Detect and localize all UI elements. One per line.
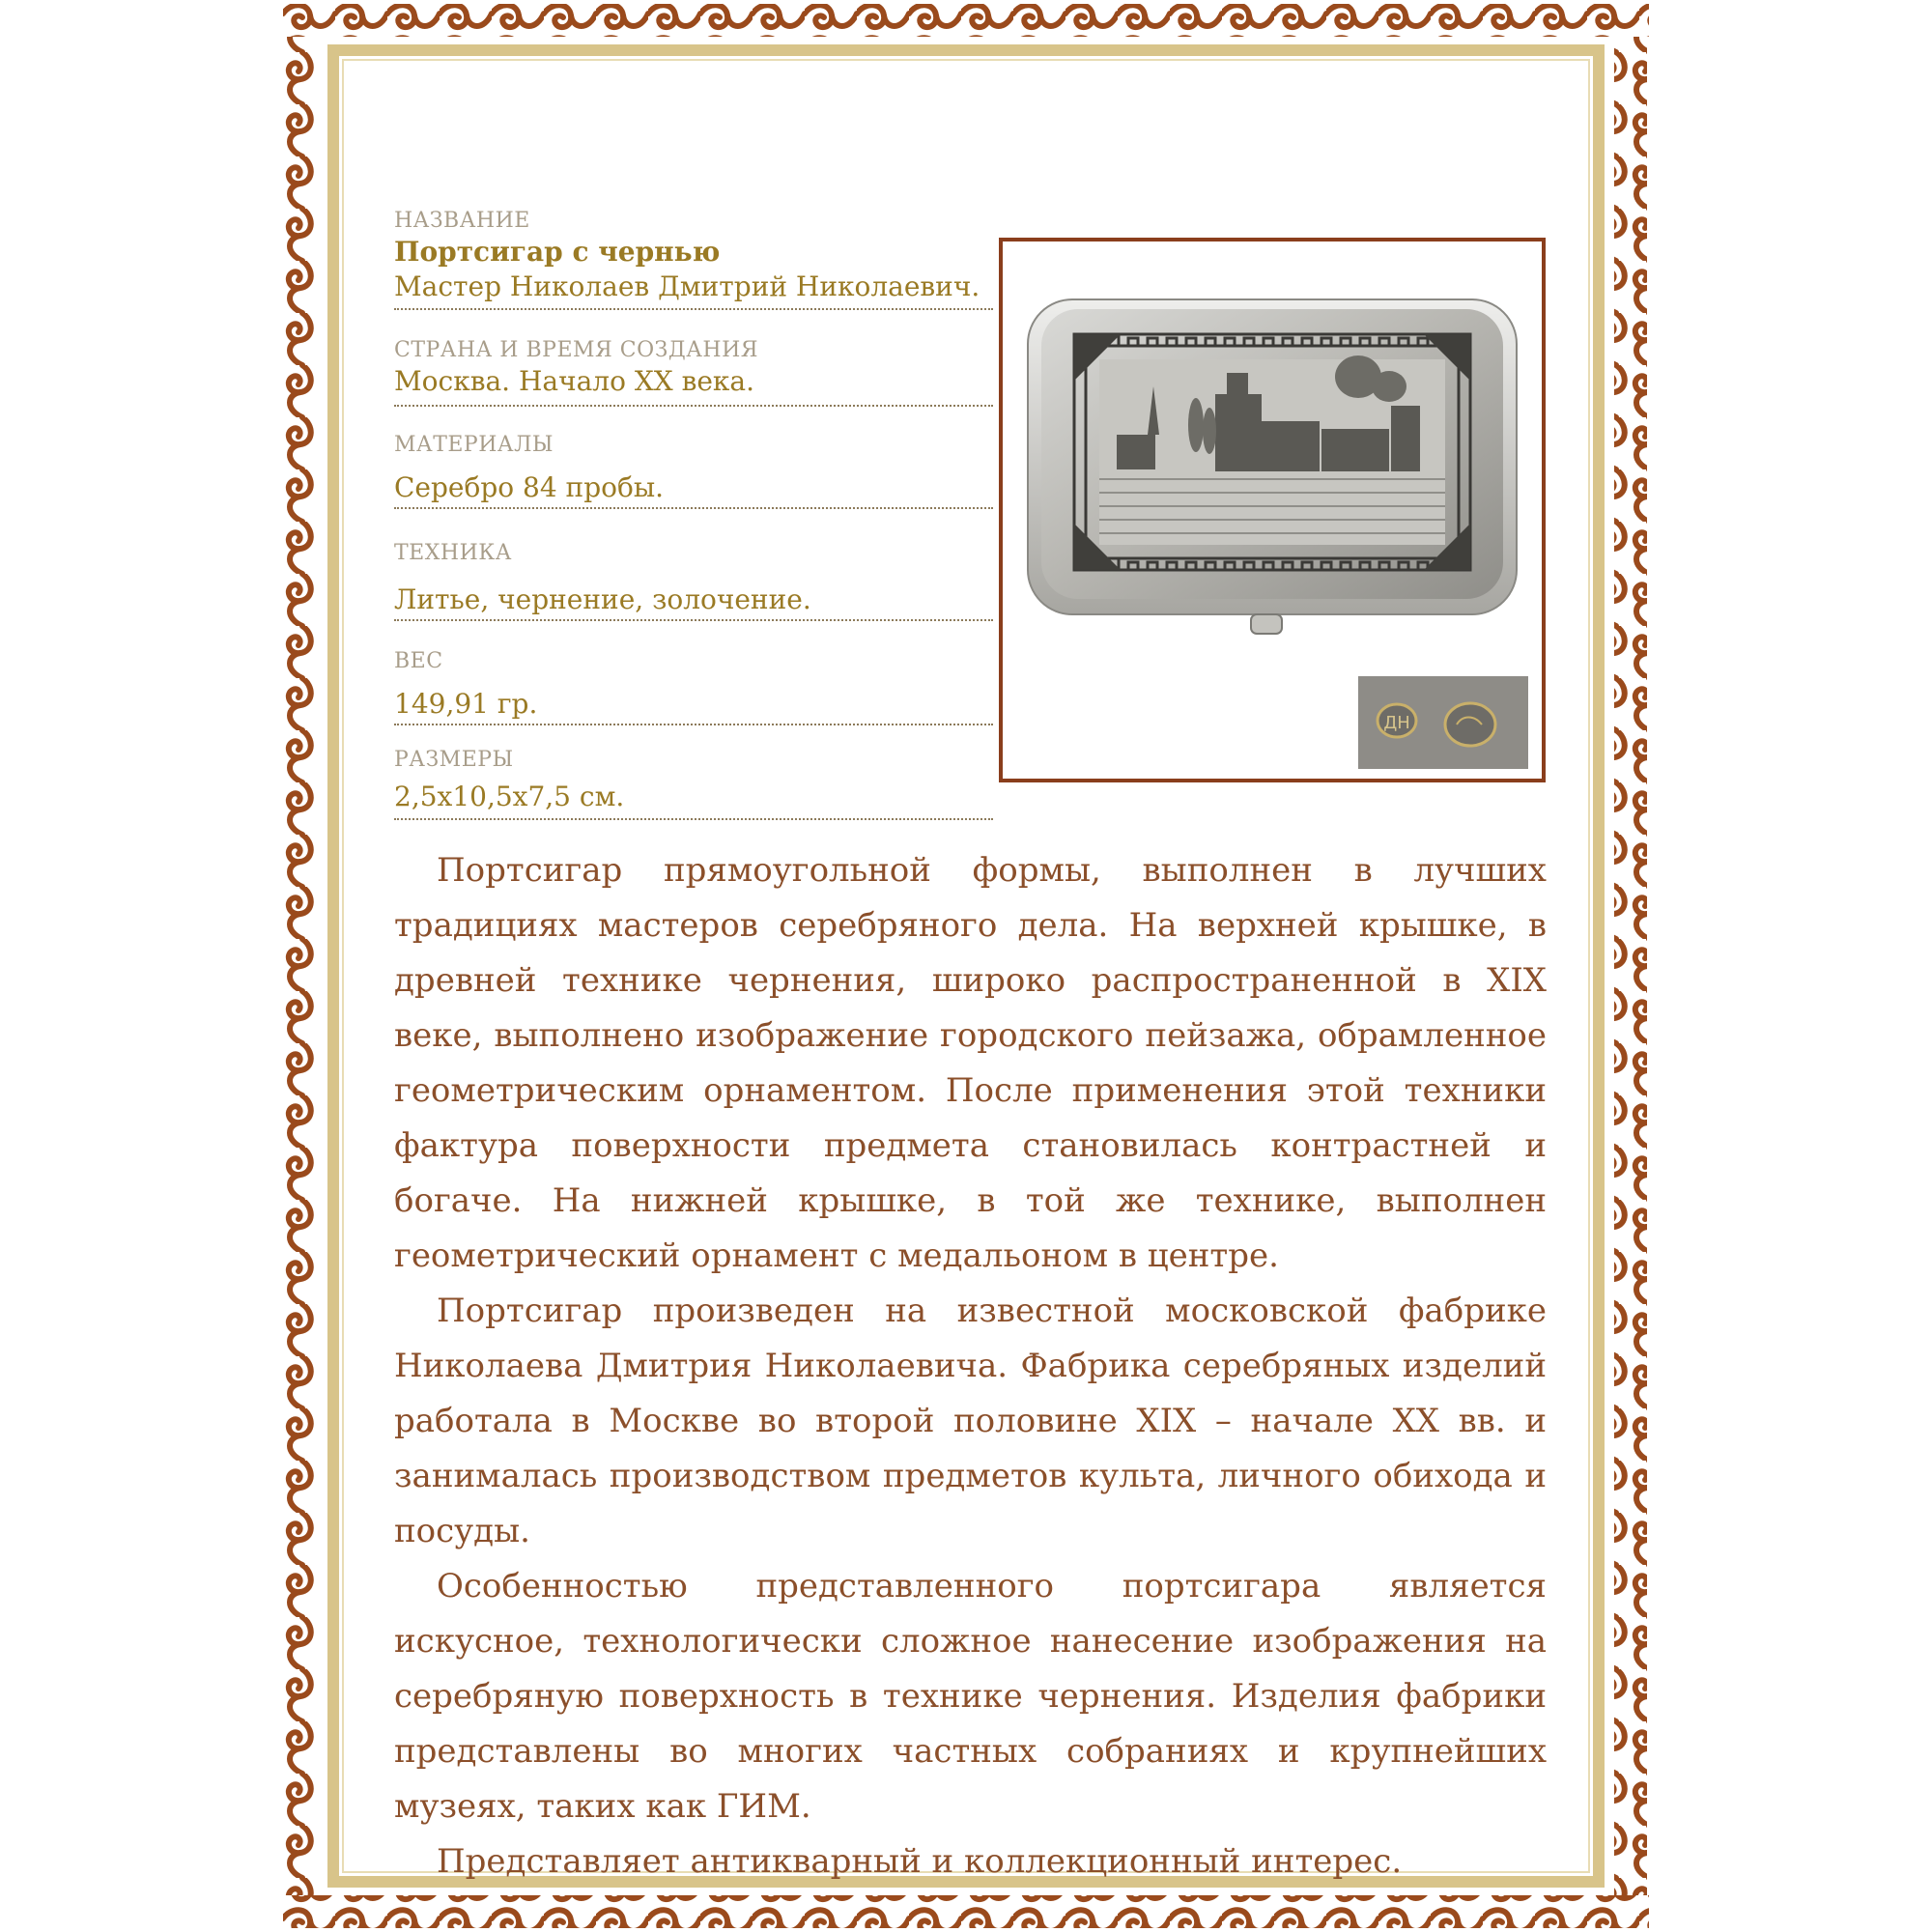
description-paragraph: Портсигар прямоугольной формы, выполнен в лучших традициях мастеров серебряного дела. На верхней крышке, в древней технике чернения, широко распространенной в XIX веке, выполнено изображение городского пейзажа, обрамленное геометрическим орнаментом. После применения этой техники фактура поверхности предмета становилась контрастней и богаче. На нижней крышке, в той же технике, выполнен геометрический орнамент с медальоном в центре.	[394, 851, 1547, 1275]
item-master: Мастер Николаев Дмитрий Николаевич.	[394, 270, 980, 302]
field-materials	[394, 432, 993, 509]
right-scroll-band	[1614, 37, 1647, 1895]
bottom-scroll-band	[283, 1895, 1649, 1928]
hallmark-mark: ДН	[1383, 713, 1410, 733]
label-weight: ВЕС	[394, 649, 443, 673]
left-scroll-band	[285, 37, 318, 1895]
field-technique	[394, 540, 993, 621]
label-origin: СТРАНА И ВРЕМЯ СОЗДАНИЯ	[394, 338, 759, 362]
cigarette-case-photo	[1003, 242, 1542, 779]
description-paragraph: Портсигар произведен на известной московской фабрике Николаева Дмитрия Николаевича. Фабрика серебряных изделий работала в Москве во второй половине XIX – начале XX вв. и занималась производством предметов культа, личного обихода и посуды.	[394, 1292, 1547, 1550]
top-scroll-band	[283, 4, 1649, 37]
value-weight: 149,91 гр.	[394, 688, 538, 720]
item-photo-frame	[999, 238, 1546, 782]
field-name	[394, 208, 993, 310]
label-materials: МАТЕРИАЛЫ	[394, 433, 554, 457]
field-origin	[394, 337, 993, 407]
description-paragraph: Представляет антикварный и коллекционный интерес.	[437, 1842, 1403, 1881]
label-name: НАЗВАНИЕ	[394, 209, 530, 233]
description-paragraph: Особенностью представленного портсигара является искусное, технологически сложное нанесение изображения на серебряную поверхность в технике чернения. Изделия фабрики представлены во многих частных собраниях и крупнейших музеях, таких как ГИМ.	[394, 1567, 1547, 1826]
value-technique: Литье, чернение, золочение.	[394, 583, 811, 615]
item-description	[394, 843, 1547, 1889]
field-weight	[394, 648, 993, 725]
label-technique: ТЕХНИКА	[394, 541, 512, 565]
field-dimensions	[394, 747, 993, 820]
hallmark-inset	[1358, 676, 1528, 769]
value-materials: Серебро 84 пробы.	[394, 471, 665, 503]
value-dimensions: 2,5х10,5х7,5 см.	[394, 781, 625, 812]
item-title: Портсигар с чернью	[394, 236, 721, 268]
label-dimensions: РАЗМЕРЫ	[394, 748, 514, 772]
value-origin: Москва. Начало XX века.	[394, 365, 755, 397]
